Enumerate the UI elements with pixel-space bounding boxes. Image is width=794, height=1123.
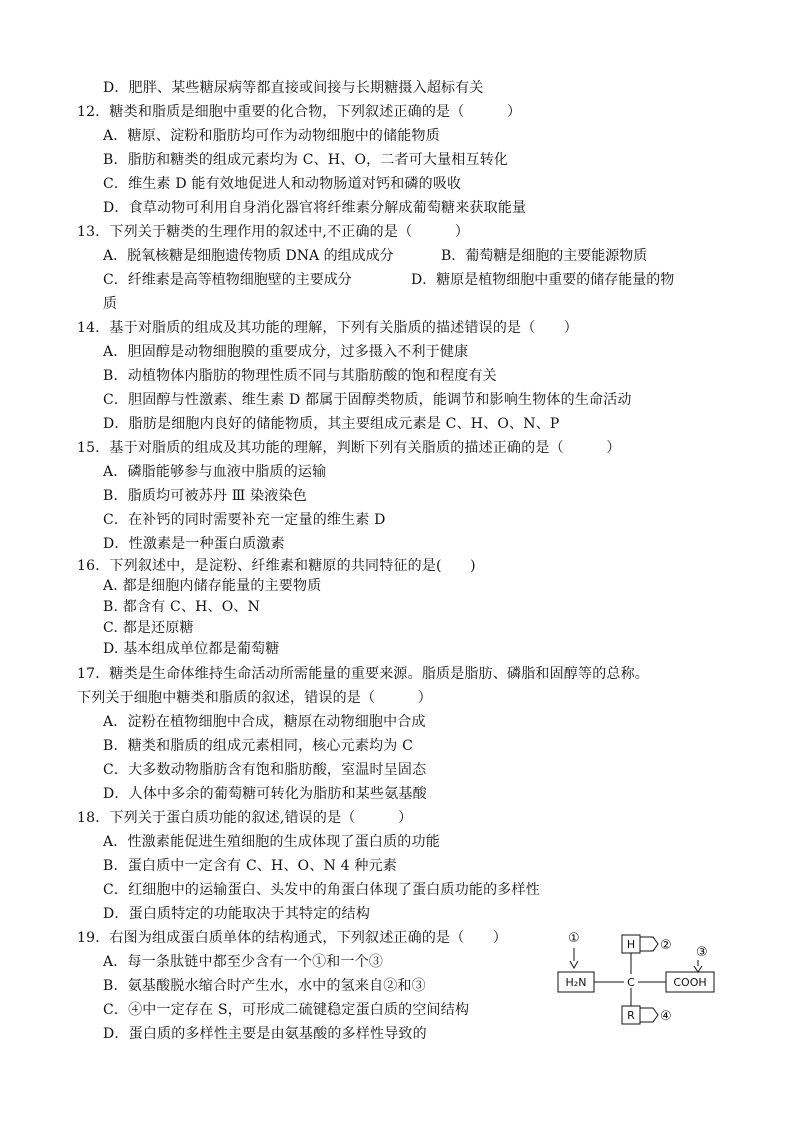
q12-option-a: A．糖原、淀粉和脂肪均可作为动物细胞中的储能物质 <box>103 128 440 144</box>
carboxyl-text: COOH <box>673 976 707 989</box>
question-13: 13．下列关于糖类的生理作用的叙述中,不正确的是（ ） <box>77 224 470 240</box>
question-18: 18．下列关于蛋白质功能的叙述,错误的是（ ） <box>77 810 413 826</box>
q17-option-b: B．糖类和脂质的组成元素相同，核心元素均为 C <box>103 738 414 754</box>
central-carbon: C <box>627 976 635 989</box>
q12-option-d: D．食草动物可利用自身消化器官将纤维素分解成葡萄糖来获取能量 <box>103 200 527 216</box>
question-12: 12．糖类和脂质是细胞中重要的化合物，下列叙述正确的是（ ） <box>77 104 522 120</box>
question-17: 17．糖类是生命体维持生命活动所需能量的重要来源。脂质是脂肪、磷脂和固醇等的总称。 <box>77 666 650 682</box>
q18-option-a: A．性激素能促进生殖细胞的生成体现了蛋白质的功能 <box>103 834 440 850</box>
q12-option-c: C．维生素 D 能有效地促进人和动物肠道对钙和磷的吸收 <box>103 176 462 192</box>
q19-option-a: A．每一条肽链中都至少含有一个①和一个③ <box>103 954 384 970</box>
q19-option-c: C．④中一定存在 S，可形成二硫键稳定蛋白质的空间结构 <box>103 1002 470 1018</box>
q19-option-b: B．氨基酸脱水缩合时产生水，水中的氢来自②和③ <box>103 978 426 994</box>
q16-option-b: B. 都含有 C、H、O、N <box>103 599 261 615</box>
label-4: ④ <box>660 1009 672 1024</box>
label-2-pointer <box>640 937 658 951</box>
amino-acid-structure-diagram <box>556 928 726 1028</box>
r-group-text: R <box>627 1009 635 1022</box>
q14-option-c: C．胆固醇与性激素、维生素 D 都属于固醇类物质，能调节和影响生物体的生命活动 <box>103 392 632 408</box>
q11-option-d: D．肥胖、某些糖尿病等都直接或间接与长期糖摄入超标有关 <box>103 80 484 96</box>
question-19: 19．右图为组成蛋白质单体的结构通式，下列叙述正确的是（ ） <box>77 930 508 946</box>
q13-option-a: A．脱氧核糖是细胞遗传物质 DNA 的组成成分 <box>103 248 394 264</box>
hydrogen-text: H <box>626 938 636 951</box>
q13-option-d: D．糖原是植物细胞中重要的储存能量的物 <box>411 272 675 288</box>
q16-option-c: C. 都是还原糖 <box>103 620 194 636</box>
label-3-pointer <box>694 966 702 972</box>
label-3: ③ <box>696 945 708 960</box>
q18-option-d: D．蛋白质特定的功能取决于其特定的结构 <box>103 906 371 922</box>
q14-option-a: A．胆固醇是动物细胞膜的重要成分，过多摄入不利于健康 <box>103 344 469 360</box>
q13-option-d-continued: 质 <box>103 296 118 312</box>
q15-option-a: A．磷脂能够参与血液中脂质的运输 <box>103 464 327 480</box>
q18-option-b: B．蛋白质中一定含有 C、H、O、N 4 种元素 <box>103 858 397 874</box>
question-16: 16．下列叙述中，是淀粉、纤维素和糖原的共同特征的是( ) <box>77 558 476 574</box>
q17-option-a: A．淀粉在植物细胞中合成，糖原在动物细胞中合成 <box>103 714 426 730</box>
q15-option-d: D．性激素是一种蛋白质激素 <box>103 536 285 552</box>
question-15: 15．基于对脂质的组成及其功能的理解，判断下列有关脂质的描述正确的是（ ） <box>77 440 621 456</box>
label-4-pointer <box>640 1008 658 1022</box>
q13-option-b: B．葡萄糖是细胞的主要能源物质 <box>441 248 648 264</box>
q14-option-d: D．脂肪是细胞内良好的储能物质，其主要组成元素是 C、H、O、N、P <box>103 416 560 432</box>
q12-option-b: B．脂肪和糖类的组成元素均为 C、H、O，二者可大量相互转化 <box>103 152 509 168</box>
q16-option-a: A. 都是细胞内储存能量的主要物质 <box>103 578 322 594</box>
label-1: ① <box>568 931 580 946</box>
label-2: ② <box>660 938 672 953</box>
question-17-continued: 下列关于细胞中糖类和脂质的叙述，错误的是（ ） <box>77 690 432 706</box>
q19-option-d: D．蛋白质的多样性主要是由氨基酸的多样性导致的 <box>103 1026 427 1042</box>
label-1-pointer <box>570 961 578 968</box>
q16-option-d: D. 基本组成单位都是葡萄糖 <box>103 641 280 657</box>
q17-option-d: D．人体中多余的葡萄糖可转化为脂肪和某些氨基酸 <box>103 786 427 802</box>
amino-group-text: H₂N <box>565 976 587 989</box>
q14-option-b: B．动植物体内脂肪的物理性质不同与其脂肪酸的饱和程度有关 <box>103 368 497 384</box>
q18-option-c: C．红细胞中的运输蛋白、头发中的角蛋白体现了蛋白质功能的多样性 <box>103 882 540 898</box>
q15-option-b: B．脂质均可被苏丹 Ⅲ 染液染色 <box>103 488 307 504</box>
q15-option-c: C．在补钙的同时需要补充一定量的维生素 D <box>103 512 386 528</box>
q13-option-c: C．纤维素是高等植物细胞壁的主要成分 <box>103 272 352 288</box>
question-14: 14．基于对脂质的组成及其功能的理解，下列有关脂质的描述错误的是（ ） <box>77 320 579 336</box>
q17-option-c: C．大多数动物脂肪含有饱和脂肪酸，室温时呈固态 <box>103 762 427 778</box>
